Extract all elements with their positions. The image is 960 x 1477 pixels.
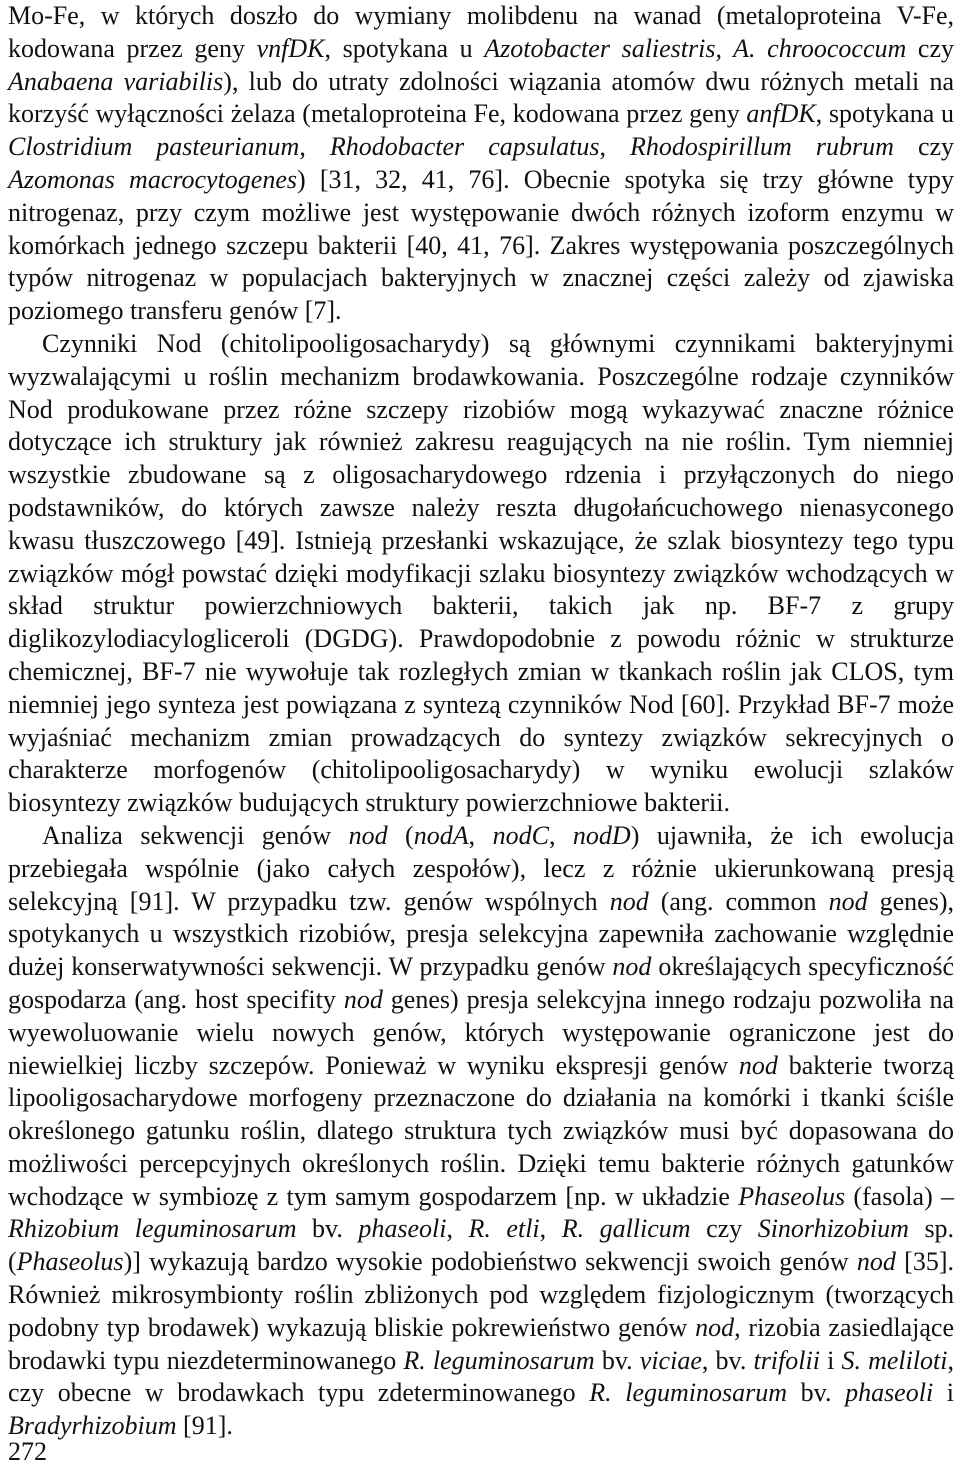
- text-run: (fasola) –: [845, 1181, 954, 1211]
- italic-text-run: Sinorhizobium: [757, 1214, 909, 1244]
- text-run: ,: [446, 1214, 469, 1244]
- italic-text-run: phaseoli: [358, 1214, 447, 1244]
- italic-text-run: nod: [348, 820, 388, 850]
- italic-text-run: Anabaena variabilis: [8, 66, 224, 96]
- text-run: czy: [690, 1214, 758, 1244]
- text-run: , spotykana u: [324, 33, 485, 63]
- italic-text-run: Azotobacter saliestris, A. chroococcum: [484, 33, 907, 63]
- text-run: Analiza sekwencji genów: [42, 820, 349, 850]
- text-run: [91].: [176, 1411, 233, 1441]
- italic-text-run: trifolii: [753, 1345, 820, 1375]
- text-run: , spotykana u: [815, 99, 954, 129]
- italic-text-run: Rhodobacter capsulatus: [329, 132, 600, 162]
- italic-text-run: Phaseolus: [16, 1247, 124, 1277]
- text-run: (ang. common: [648, 886, 829, 916]
- italic-text-run: R. gallicum: [561, 1214, 691, 1244]
- italic-text-run: phaseoli: [845, 1378, 934, 1408]
- text-run: ,: [468, 820, 493, 850]
- text-run: ,: [599, 132, 631, 162]
- text-run: , bv.: [701, 1345, 754, 1375]
- text-run: [35]. Również mikrosymbionty roślin zbliżonych pod względem fizjologicznym (tworzących podobny typ brodawek) wykazują bliskie pokrewieństwo genów: [8, 1247, 954, 1342]
- text-run: Mo-Fe, w których doszło do wymiany molibdenu na wanad (metaloproteina V-Fe, kodowana przez geny: [8, 1, 954, 63]
- italic-text-run: nod: [695, 1312, 735, 1342]
- italic-text-run: Phaseolus: [738, 1181, 846, 1211]
- italic-text-run: nod: [738, 1050, 778, 1080]
- text-run: , czy obecne w brodawkach typu zdeterminowanego: [8, 1345, 955, 1408]
- text-run: ,: [539, 1214, 562, 1244]
- italic-text-run: Rhizobium leguminosarum: [8, 1214, 297, 1244]
- text-run: bakterie tworzą lipooligosacharydowe morfogeny przeznaczone do działania na komórki i tkanki ściśle określonego gatunku roślin, dlatego struktura tych związków musi być dopasowana do możliwości percepcyjnych określonych roślin. Dzięki temu bakterie różnych gatunków wchodzące w symbiozę z tym samym gospodarzem [np. w układzie: [8, 1050, 954, 1211]
- italic-text-run: nod: [609, 886, 649, 916]
- paragraph-nitrogenase: [8, 0, 954, 328]
- italic-text-run: viciae: [639, 1345, 702, 1375]
- italic-text-run: Clostridium pasteurianum: [8, 132, 300, 162]
- paragraph-nod-gene-analysis: [8, 820, 954, 1443]
- text-run: ) ujawniła, że ich ewolucja przebiegała wspólnie (jako całych zespołów), lecz z różnie ukierunkowaną presją selekcyjną [91]. W przypadku tzw. genów wspólnych: [8, 820, 955, 916]
- text-run: i: [933, 1378, 955, 1408]
- italic-text-run: anfDK: [746, 99, 816, 129]
- text-run: bv.: [296, 1214, 359, 1244]
- text-run: , rizobia zasiedlające brodawki typu niezdeterminowanego: [8, 1312, 954, 1375]
- italic-text-run: nodC: [492, 820, 549, 850]
- text-run: czy: [893, 132, 955, 162]
- italic-text-run: R. leguminosarum: [403, 1345, 595, 1375]
- italic-text-run: S. meliloti: [841, 1345, 948, 1375]
- text-run: czy: [906, 33, 954, 63]
- italic-text-run: nodA: [413, 820, 469, 850]
- italic-text-run: nod: [343, 984, 383, 1014]
- text-run: sp. (: [8, 1214, 955, 1277]
- text-run: i: [819, 1345, 842, 1375]
- text-run: ), lub do utraty zdolności wiązania atomów dwu różnych metali na korzyść wyłączności żelaza (metaloproteina Fe, kodowana przez geny: [8, 66, 954, 129]
- italic-text-run: Azomonas macrocytogenes: [8, 164, 298, 194]
- text-run: bv.: [594, 1345, 640, 1375]
- text-run: (: [387, 820, 414, 850]
- italic-text-run: nodD: [572, 820, 631, 850]
- text-run: bv.: [787, 1378, 846, 1408]
- text-run: genes), spotykanych u wszystkich rizobiów, presja selekcyjna zapewniła zachowanie względnie dużej konserwatywności sekwencji. W przypadku genów: [8, 886, 955, 982]
- text-run: ,: [548, 820, 573, 850]
- text-run: )] wykazują bardzo wysokie podobieństwo sekwencji swoich genów: [123, 1247, 857, 1277]
- text-run: genes) presja selekcyjna innego rodzaju pozwoliła na wyewoluowanie wielu nowych genów, których występowanie ograniczone jest do niewielkiej liczby szczepów. Ponieważ w wyniku ekspresji genów: [8, 984, 954, 1080]
- text-run: określających specyficzność gospodarza (ang. host specifity: [8, 952, 954, 1014]
- page-number: 272: [8, 1437, 47, 1466]
- paragraph-nod-factors: [8, 328, 954, 820]
- italic-text-run: Bradyrhizobium: [8, 1411, 177, 1441]
- italic-text-run: nod: [612, 952, 652, 982]
- text-run: ) [31, 32, 41, 76]. Obecnie spotyka się trzy główne typy nitrogenaz, przy czym możliwe jest występowanie dwóch różnych izoform enzymu w komórkach jednego szczepu bakterii [40, 41, 76]. Zakres występowania poszczególnych typów nitrogenaz w populacjach bakteryjnych w znacznej części zależy od zjawiska poziomego transferu genów [7].: [8, 164, 954, 326]
- text-run: ,: [299, 132, 330, 162]
- italic-text-run: Rhodospirillum rubrum: [630, 132, 894, 162]
- italic-text-run: R. etli: [468, 1214, 540, 1244]
- text-run: Czynniki Nod (chitolipooligosacharydy) są głównymi czynnikami bakteryjnymi wyzwalającymi u roślin mechanizm brodawkowania. Poszczególne rodzaje czynników Nod produkowane przez różne szczepy rizobiów mogą wykazywać znaczne różnice dotyczące ich struktury jak również zakresu reagujących na nie roślin. Tym niemniej wszystkie zbudowane są z oligosacharydowego rdzenia i przyłączonych do niego podstawników, do których zawsze należy reszta długołańcuchowego nienasyconego kwasu tłuszczowego [49]. Istnieją przesłanki wskazujące, że szlak biosyntezy tego typu związków mógł powstać dzięki modyfikacji szlaku biosyntezy związków wchodzących w skład struktur powierzchniowych bakterii, takich jak np. BF-7 z grupy diglikozylodiacylogliceroli (DGDG). Prawdopodobnie z powodu różnic w strukturze chemicznej, BF-7 nie wywołuje tak rozległych zmian w tkankach roślin jak CLOS, tym niemniej jego synteza jest powiązana z syntezą czynników Nod [60]. Przykład BF-7 może wyjaśniać mechanizm zmian prowadzących do syntezy związków sekrecyjnych o charakterze morfogenów (chitolipooligosacharydy) w wyniku ewolucji szlaków biosyntezy związków budujących struktury powierzchniowe bakterii.: [8, 328, 954, 818]
- italic-text-run: vnfDK: [256, 33, 325, 63]
- italic-text-run: nod: [828, 886, 868, 916]
- italic-text-run: R. leguminosarum: [589, 1378, 788, 1408]
- italic-text-run: nod: [856, 1247, 896, 1277]
- document-body: [8, 0, 954, 1443]
